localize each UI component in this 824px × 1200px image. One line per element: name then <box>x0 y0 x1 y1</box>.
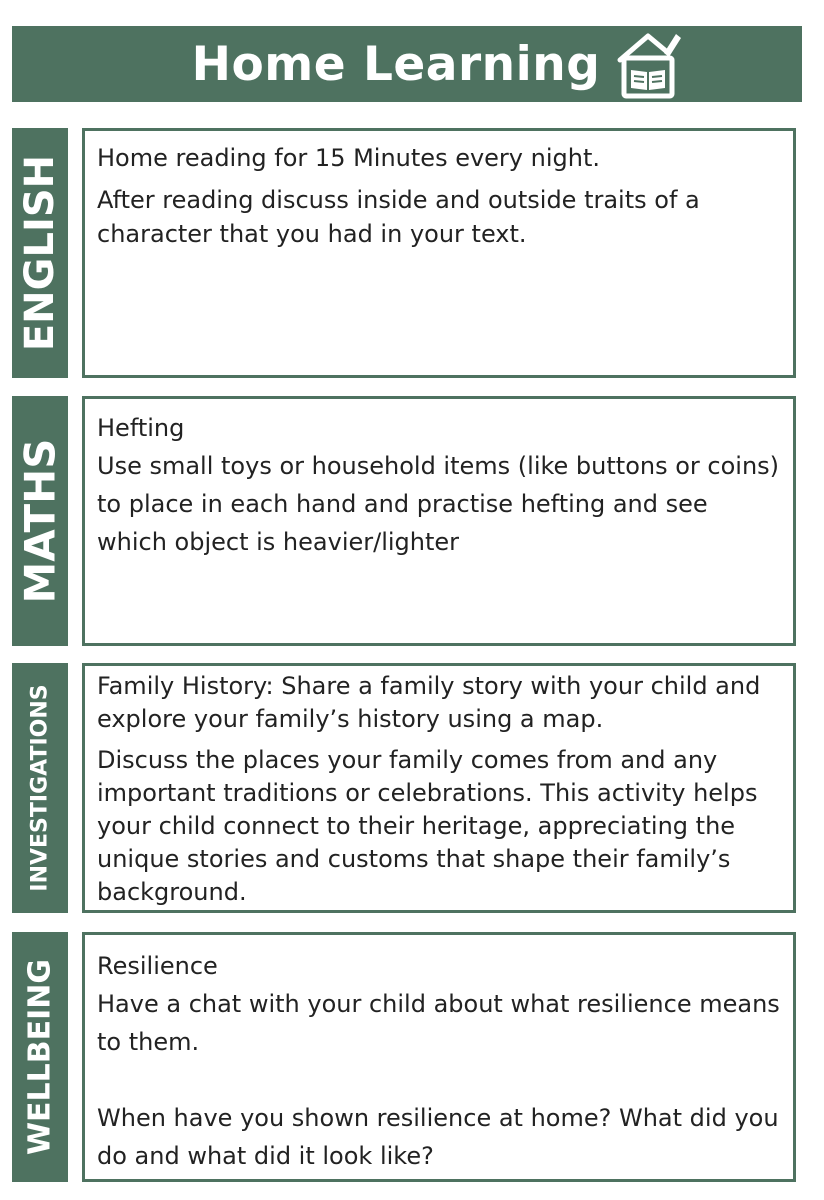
section-label-wellbeing <box>12 932 68 1182</box>
wellbeing-label: WELLBEING <box>22 958 58 1156</box>
section-label-investigations <box>12 663 68 913</box>
section-label-maths <box>12 396 68 646</box>
wellbeing-line-2: Have a chat with your child about what resilience means to them. <box>97 990 780 1056</box>
section-label-english <box>12 128 68 378</box>
investigations-content-box <box>82 663 796 913</box>
wellbeing-content-box <box>82 932 796 1182</box>
english-label: ENGLISH <box>17 154 63 352</box>
wellbeing-line-3: When have you shown resilience at home? What did you do and what did it look like? <box>97 1104 779 1170</box>
wellbeing-line-1: Resilience <box>97 952 218 980</box>
page-title: Home Learning <box>191 36 601 92</box>
english-line-1: Home reading for 15 Minutes every night. <box>97 144 600 172</box>
investigations-line-2: Discuss the places your family comes from and any important traditions or celebrations. This activity helps your child connect to their heritage, appreciating the unique stories and customs that shape their family’s background. <box>97 746 758 906</box>
maths-content-box <box>82 396 796 646</box>
english-content-box <box>82 128 796 378</box>
investigations-label: INVESTIGATIONS <box>27 684 53 892</box>
investigations-line-1: Family History: Share a family story with your child and explore your family’s history using a map. <box>97 672 761 733</box>
maths-line-1: Hefting <box>97 414 185 442</box>
english-line-2: After reading discuss inside and outside traits of a character that you had in your text. <box>97 186 700 248</box>
maths-line-2: Use small toys or household items (like buttons or coins) to place in each hand and practise hefting and see which object is heavier/lighter <box>97 452 780 556</box>
home-learning-icon <box>614 28 682 100</box>
header-banner <box>12 26 802 102</box>
maths-label: MATHS <box>15 438 65 604</box>
